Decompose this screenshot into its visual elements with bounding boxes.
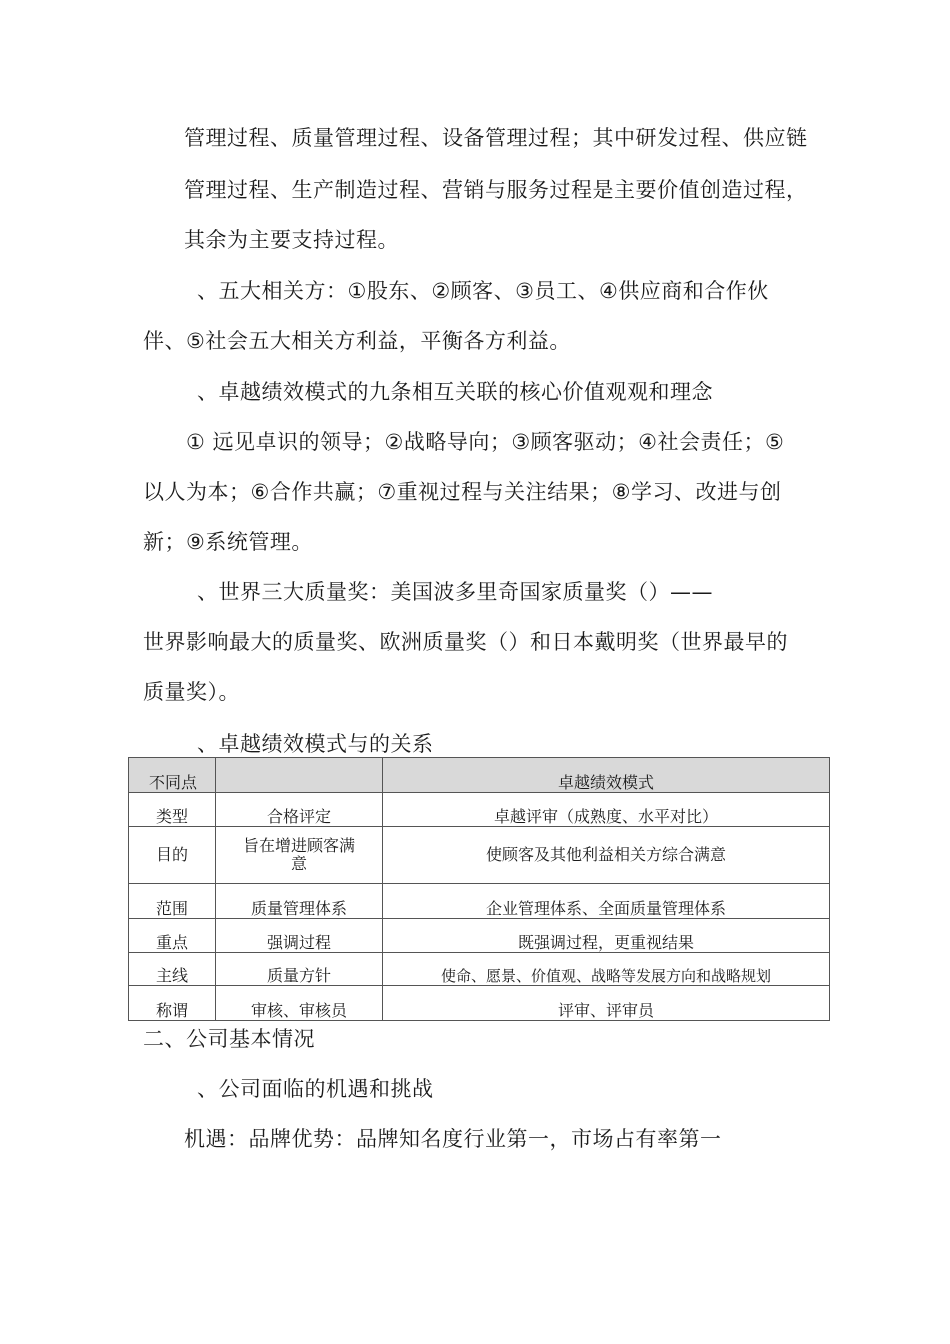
table-row — [129, 884, 830, 919]
header-cell — [216, 758, 383, 793]
paragraph-line: 机遇：品牌优势：品牌知名度行业第一，市场占有率第一 — [184, 1127, 722, 1151]
table-cell: 类型 — [129, 793, 216, 827]
table-cell: 旨在增进顾客满意 — [216, 827, 383, 884]
table-cell: 目的 — [129, 827, 216, 884]
paragraph-line: 世界影响最大的质量奖、欧洲质量奖（）和日本戴明奖（世界最早的 — [143, 630, 788, 654]
table-cell: 企业管理体系、全面质量管理体系 — [383, 884, 830, 919]
table-cell: 重点 — [129, 919, 216, 953]
paragraph-line: 伴、⑤社会五大相关方利益，平衡各方利益。 — [143, 329, 571, 353]
paragraph-line: 新；⑨系统管理。 — [143, 530, 313, 554]
paragraph-line: ① 远见卓识的领导；②战略导向；③顾客驱动；④社会责任；⑤ — [186, 430, 785, 454]
table-row — [129, 986, 830, 1021]
table-row — [129, 953, 830, 986]
subsection-heading: 、公司面临的机遇和挑战 — [197, 1077, 434, 1101]
table-row — [129, 793, 830, 827]
header-cell: 不同点 — [129, 758, 216, 793]
table-cell: 使顾客及其他利益相关方综合满意 — [383, 827, 830, 884]
table-cell: 审核、审核员 — [216, 986, 383, 1021]
paragraph-line: 管理过程、质量管理过程、设备管理过程；其中研发过程、供应链 — [184, 126, 808, 150]
table-cell: 质量方针 — [216, 953, 383, 986]
table-caption: 、卓越绩效模式与的关系 — [197, 732, 434, 756]
table-cell: 称谓 — [129, 986, 216, 1021]
paragraph-line: 管理过程、生产制造过程、营销与服务过程是主要价值创造过程， — [184, 178, 808, 202]
paragraph-line: 其余为主要支持过程。 — [184, 228, 399, 252]
table-cell: 使命、愿景、价值观、战略等发展方向和战略规划 — [383, 953, 830, 986]
table-cell: 强调过程 — [216, 919, 383, 953]
paragraph-line: 、世界三大质量奖：美国波多里奇国家质量奖（）—— — [197, 580, 713, 604]
header-cell: 卓越绩效模式 — [383, 758, 830, 793]
paragraph-line: 、卓越绩效模式的九条相互关联的核心价值观观和理念 — [197, 380, 713, 404]
table-cell: 主线 — [129, 953, 216, 986]
table-cell: 范围 — [129, 884, 216, 919]
table-cell: 合格评定 — [216, 793, 383, 827]
table-cell: 卓越评审（成熟度、水平对比） — [383, 793, 830, 827]
table-cell: 评审、评审员 — [383, 986, 830, 1021]
comparison-table — [128, 757, 830, 1021]
table-row — [129, 919, 830, 953]
table-header-row — [129, 758, 830, 793]
table-row — [129, 827, 830, 884]
section-heading: 二、公司基本情况 — [143, 1027, 315, 1051]
table-cell: 既强调过程，更重视结果 — [383, 919, 830, 953]
paragraph-line: 、五大相关方：①股东、②顾客、③员工、④供应商和合作伙 — [197, 279, 769, 303]
table-cell: 质量管理体系 — [216, 884, 383, 919]
paragraph-line: 质量奖）。 — [143, 680, 240, 704]
paragraph-line: 以人为本；⑥合作共赢；⑦重视过程与关注结果；⑧学习、改进与创 — [143, 480, 782, 504]
